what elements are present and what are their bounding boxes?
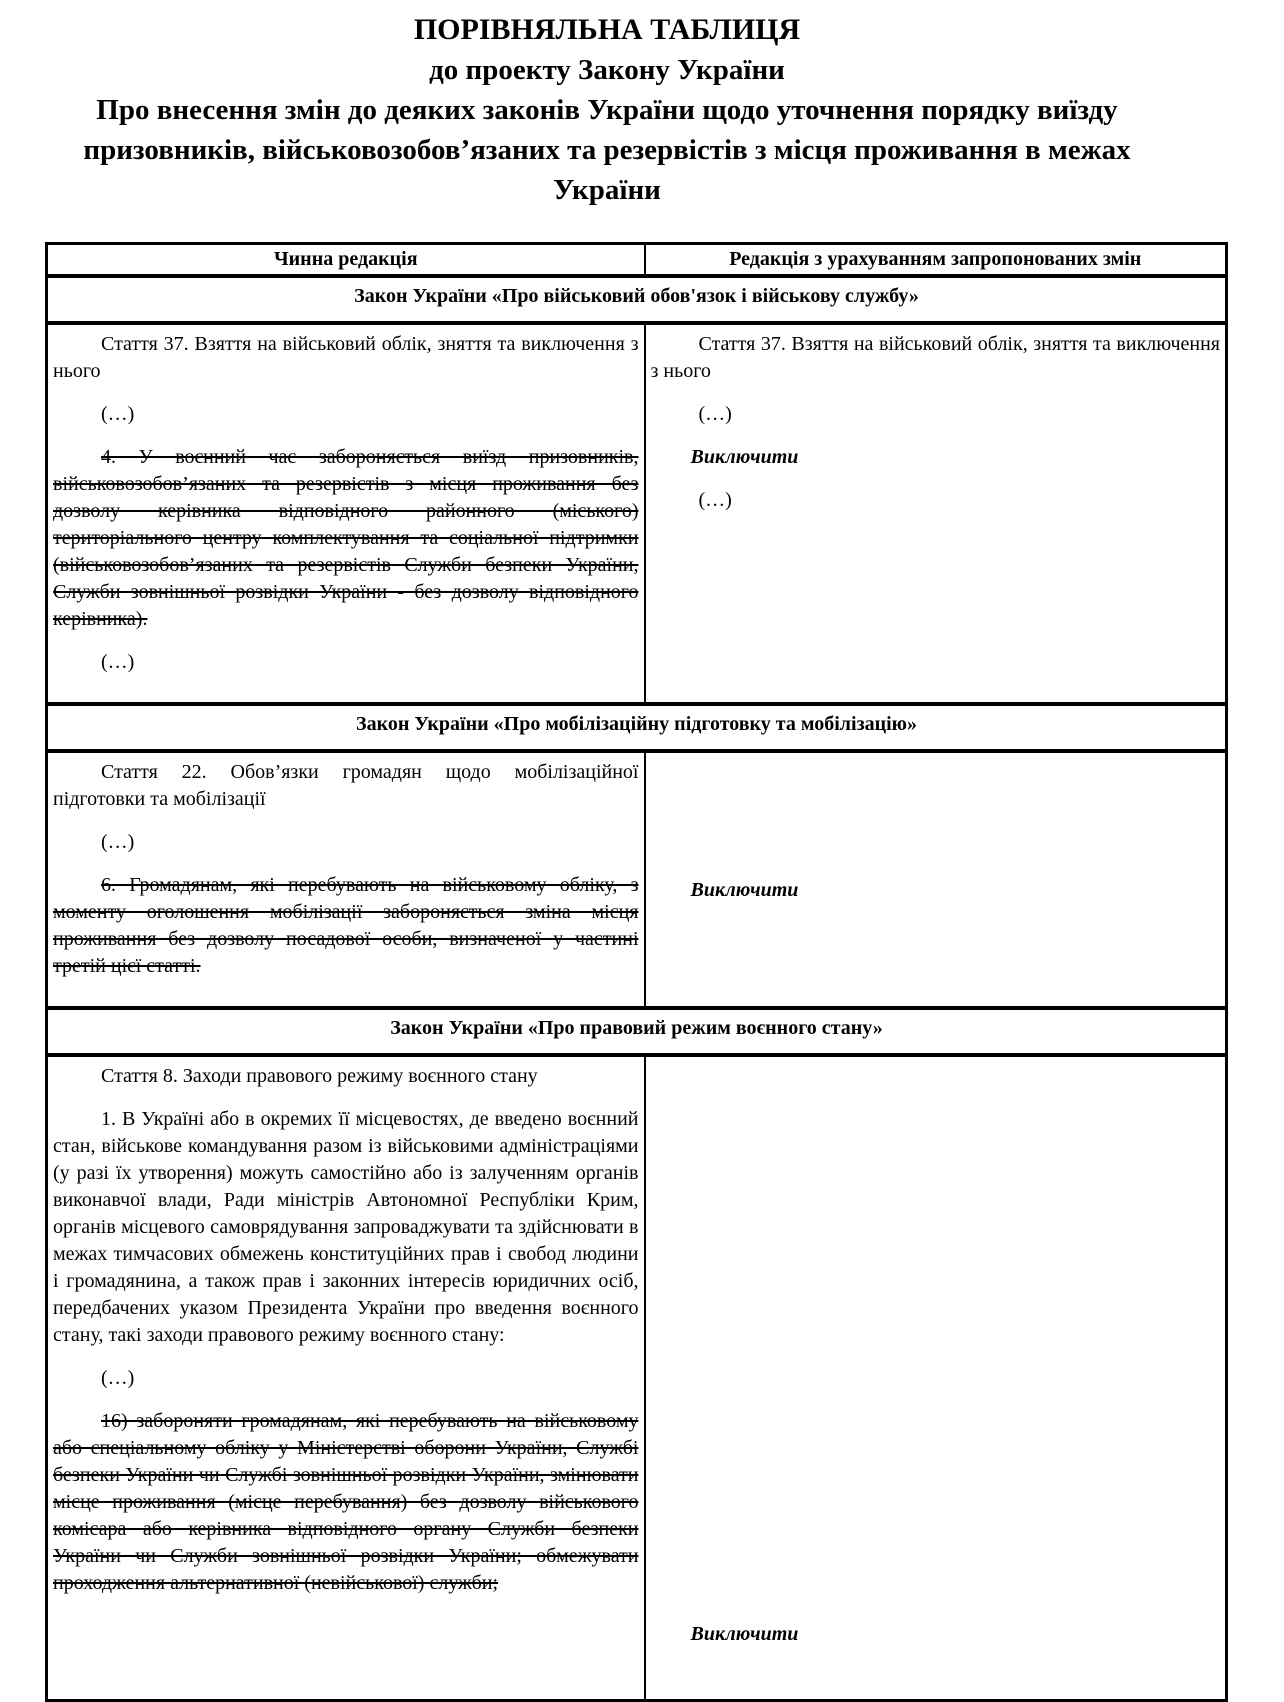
- struck-paragraph: 16) забороняти громадянам, які перебувають на військовому або спеціальному обліку у Міністерстві оборони України, Службі безпеки України чи Службі зовнішньої розвідки України, змінювати місце проживання (місце перебування) без дозволу військового комісара або керівника відповідного органу Служби безпеки України чи Служби зовнішньої розвідки України; обмежувати проходження альтернативної (невійськової) служби;: [53, 1410, 639, 1594]
- exclude-action-label: Виключити: [690, 1623, 799, 1645]
- proposed-edition-cell-2: [645, 751, 1227, 1008]
- law-section-row-2: [47, 704, 1227, 751]
- title-line-3: Про внесення змін до деяких законів України щодо уточнення порядку виїзду призовників, військовозобов’язаних та резервістів з місця проживання в межах України: [83, 94, 1131, 206]
- article-heading: Стаття 37. Взяття на військовий облік, зняття та виключення з нього: [53, 333, 639, 382]
- article-paragraph: 1. В Україні або в окремих її місцевостях, де введено воєнний стан, військове командування разом із військовими адміністраціями (у разі їх утворення) можуть самостійно або із залученням органів виконавчої влади, Ради міністрів Автономної Республіки Крим, органів місцевого самоврядування запроваджувати та здійснювати в межах тимчасових обмежень конституційних прав і свобод людини і громадянина, а також прав і законних інтересів юридичних осіб, передбачених указом Президента України про введення воєнного стану, такі заходи правового режиму воєнного стану:: [53, 1108, 639, 1346]
- article-heading: Стаття 37. Взяття на військовий облік, зняття та виключення з нього: [650, 333, 1220, 382]
- proposed-edition-cell-3: [645, 1055, 1227, 1700]
- content-row-2: [47, 751, 1227, 1008]
- article-heading: Стаття 22. Обов’язки громадян щодо мобілізаційної підготовки та мобілізації: [53, 761, 639, 810]
- omitted-text-marker: (…): [101, 831, 135, 853]
- law-section-row-3: [47, 1008, 1227, 1055]
- current-edition-cell-3: [47, 1055, 645, 1700]
- omitted-text-marker: (…): [101, 403, 135, 425]
- law-section-row-1: [47, 276, 1227, 323]
- table-header-row: [47, 244, 1227, 277]
- omitted-text-marker: (…): [101, 651, 135, 673]
- article-heading: Стаття 8. Заходи правового режиму воєнного стану: [101, 1065, 538, 1087]
- column-header-proposed-edition: Редакція з урахуванням запропонованих змін: [645, 244, 1227, 277]
- omitted-text-marker: (…): [698, 489, 732, 511]
- law-section-title-1: Закон України «Про військовий обов'язок і військову службу»: [47, 276, 1227, 323]
- current-edition-cell-2: [47, 751, 645, 1008]
- exclude-action-label: Виключити: [690, 879, 799, 901]
- exclude-action-label: Виключити: [690, 446, 799, 468]
- current-edition-cell-1: [47, 323, 645, 704]
- struck-paragraph: 4. У воєнний час забороняється виїзд призовників, військовозобов’язаних та резервістів з місця проживання без дозволу керівника відповідного районного (міського) територіального центру комплектування та соціальної підтримки (військовозобов’язаних та резервістів Служби безпеки України, Служби зовнішньої розвідки України - без дозволу відповідного керівника).: [53, 446, 639, 630]
- content-row-1: [47, 323, 1227, 704]
- law-section-title-3: Закон України «Про правовий режим воєнного стану»: [47, 1008, 1227, 1055]
- content-row-3: [47, 1055, 1227, 1700]
- struck-paragraph: 6. Громадянам, які перебувають на військовому обліку, з моменту оголошення мобілізації забороняється зміна місця проживання без дозволу посадової особи, визначеної у частині третій цієї статті.: [53, 874, 639, 977]
- omitted-text-marker: (…): [698, 403, 732, 425]
- title-line-1: ПОРІВНЯЛЬНА ТАБЛИЦЯ: [413, 13, 801, 46]
- comparison-table: [45, 242, 1228, 1702]
- title-line-2: до проекту Закону України: [429, 54, 785, 86]
- proposed-edition-cell-1: [645, 323, 1227, 704]
- document-title: [42, 10, 1172, 210]
- law-section-title-2: Закон України «Про мобілізаційну підготовку та мобілізацію»: [47, 704, 1227, 751]
- column-header-current-edition: Чинна редакція: [47, 244, 645, 277]
- omitted-text-marker: (…): [101, 1367, 135, 1389]
